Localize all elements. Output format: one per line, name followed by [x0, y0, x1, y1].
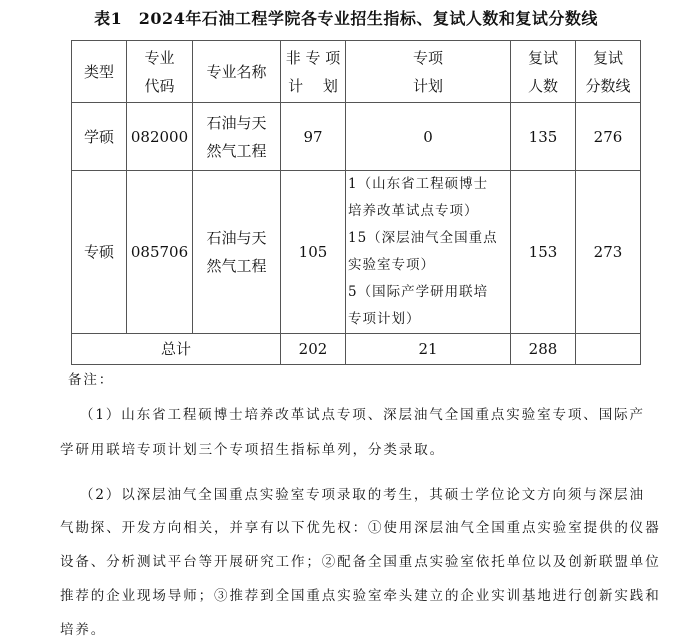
cell-nonspecial: 97 — [281, 103, 346, 171]
cell-name — [193, 171, 281, 334]
cell-name-line1: 石油与天 — [206, 229, 267, 247]
header-type: 类型 — [72, 41, 127, 103]
cell-name-line2: 然气工程 — [206, 257, 267, 275]
total-score — [576, 334, 641, 365]
table-row — [72, 171, 641, 334]
note-line: 设备、分析测试平台等开展研究工作；②配备全国重点实验室依托单位以及创新联盟单位 — [60, 554, 661, 570]
cell-nonspecial: 105 — [281, 171, 346, 334]
header-code — [127, 41, 193, 103]
cell-name-line1: 石油与天 — [206, 113, 267, 132]
cell-name-line2: 然气工程 — [206, 141, 267, 160]
table-row — [72, 103, 641, 171]
header-special — [346, 41, 511, 103]
note-line: （2）以深层油气全国重点实验室专项录取的考生，其硕士学位论文方向须与深层油 — [80, 487, 645, 503]
header-score-line1: 复试 — [592, 48, 623, 67]
header-name: 专业名称 — [193, 41, 281, 103]
cell-code: 085706 — [127, 171, 193, 334]
header-nonspecial-line2: 计 划 — [288, 76, 338, 95]
header-retest — [511, 41, 576, 103]
note-line: 推荐的企业现场导师；③推荐到全国重点实验室牵头建立的企业实训基地进行创新实践和 — [60, 588, 661, 604]
special-line: 1（山东省工程硕博士 — [348, 176, 489, 192]
enrollment-table — [71, 40, 641, 365]
table-title: 表1 2024年石油工程学院各专业招生指标、复试人数和复试分数线 — [94, 9, 598, 28]
cell-retest: 135 — [511, 103, 576, 171]
cell-code: 082000 — [127, 103, 193, 171]
note-line: 培养。 — [60, 622, 107, 638]
header-score — [576, 41, 641, 103]
total-retest: 288 — [511, 334, 576, 365]
note-line: （1）山东省工程硕博士培养改革试点专项、深层油气全国重点实验室专项、国际产 — [80, 407, 645, 423]
cell-special: 0 — [346, 103, 511, 171]
special-line: 15（深层油气全国重点 — [348, 230, 498, 246]
header-retest-line2: 人数 — [527, 76, 558, 95]
cell-retest: 153 — [511, 171, 576, 334]
header-special-line2: 计划 — [412, 76, 443, 95]
special-line: 专项计划） — [348, 311, 421, 327]
header-score-line2: 分数线 — [585, 76, 631, 95]
cell-type: 学硕 — [72, 103, 127, 171]
cell-score: 273 — [576, 171, 641, 334]
total-row — [72, 334, 641, 365]
note-line: 气勘探、开发方向相关，并享有以下优先权：①使用深层油气全国重点实验室提供的仪器 — [60, 520, 661, 536]
special-line: 实验室专项） — [348, 257, 435, 273]
header-row — [72, 41, 641, 103]
total-nonspecial: 202 — [281, 334, 346, 365]
cell-special — [346, 171, 511, 334]
header-code-line1: 专业 — [144, 48, 175, 67]
header-nonspecial — [281, 41, 346, 103]
header-retest-line1: 复试 — [527, 48, 558, 67]
cell-type: 专硕 — [72, 171, 127, 334]
special-line: 培养改革试点专项） — [348, 203, 479, 219]
header-nonspecial-line1: 非 专 项 — [285, 48, 341, 67]
notes-heading: 备注： — [68, 372, 115, 388]
header-code-line2: 代码 — [144, 76, 175, 95]
cell-score: 276 — [576, 103, 641, 171]
header-special-line1: 专项 — [412, 48, 443, 67]
special-line: 5（国际产学研用联培 — [348, 284, 489, 300]
total-special: 21 — [346, 334, 511, 365]
total-label: 总计 — [72, 334, 281, 365]
note-line: 学研用联培专项计划三个专项招生指标单列，分类录取。 — [60, 442, 445, 458]
cell-name — [193, 103, 281, 171]
